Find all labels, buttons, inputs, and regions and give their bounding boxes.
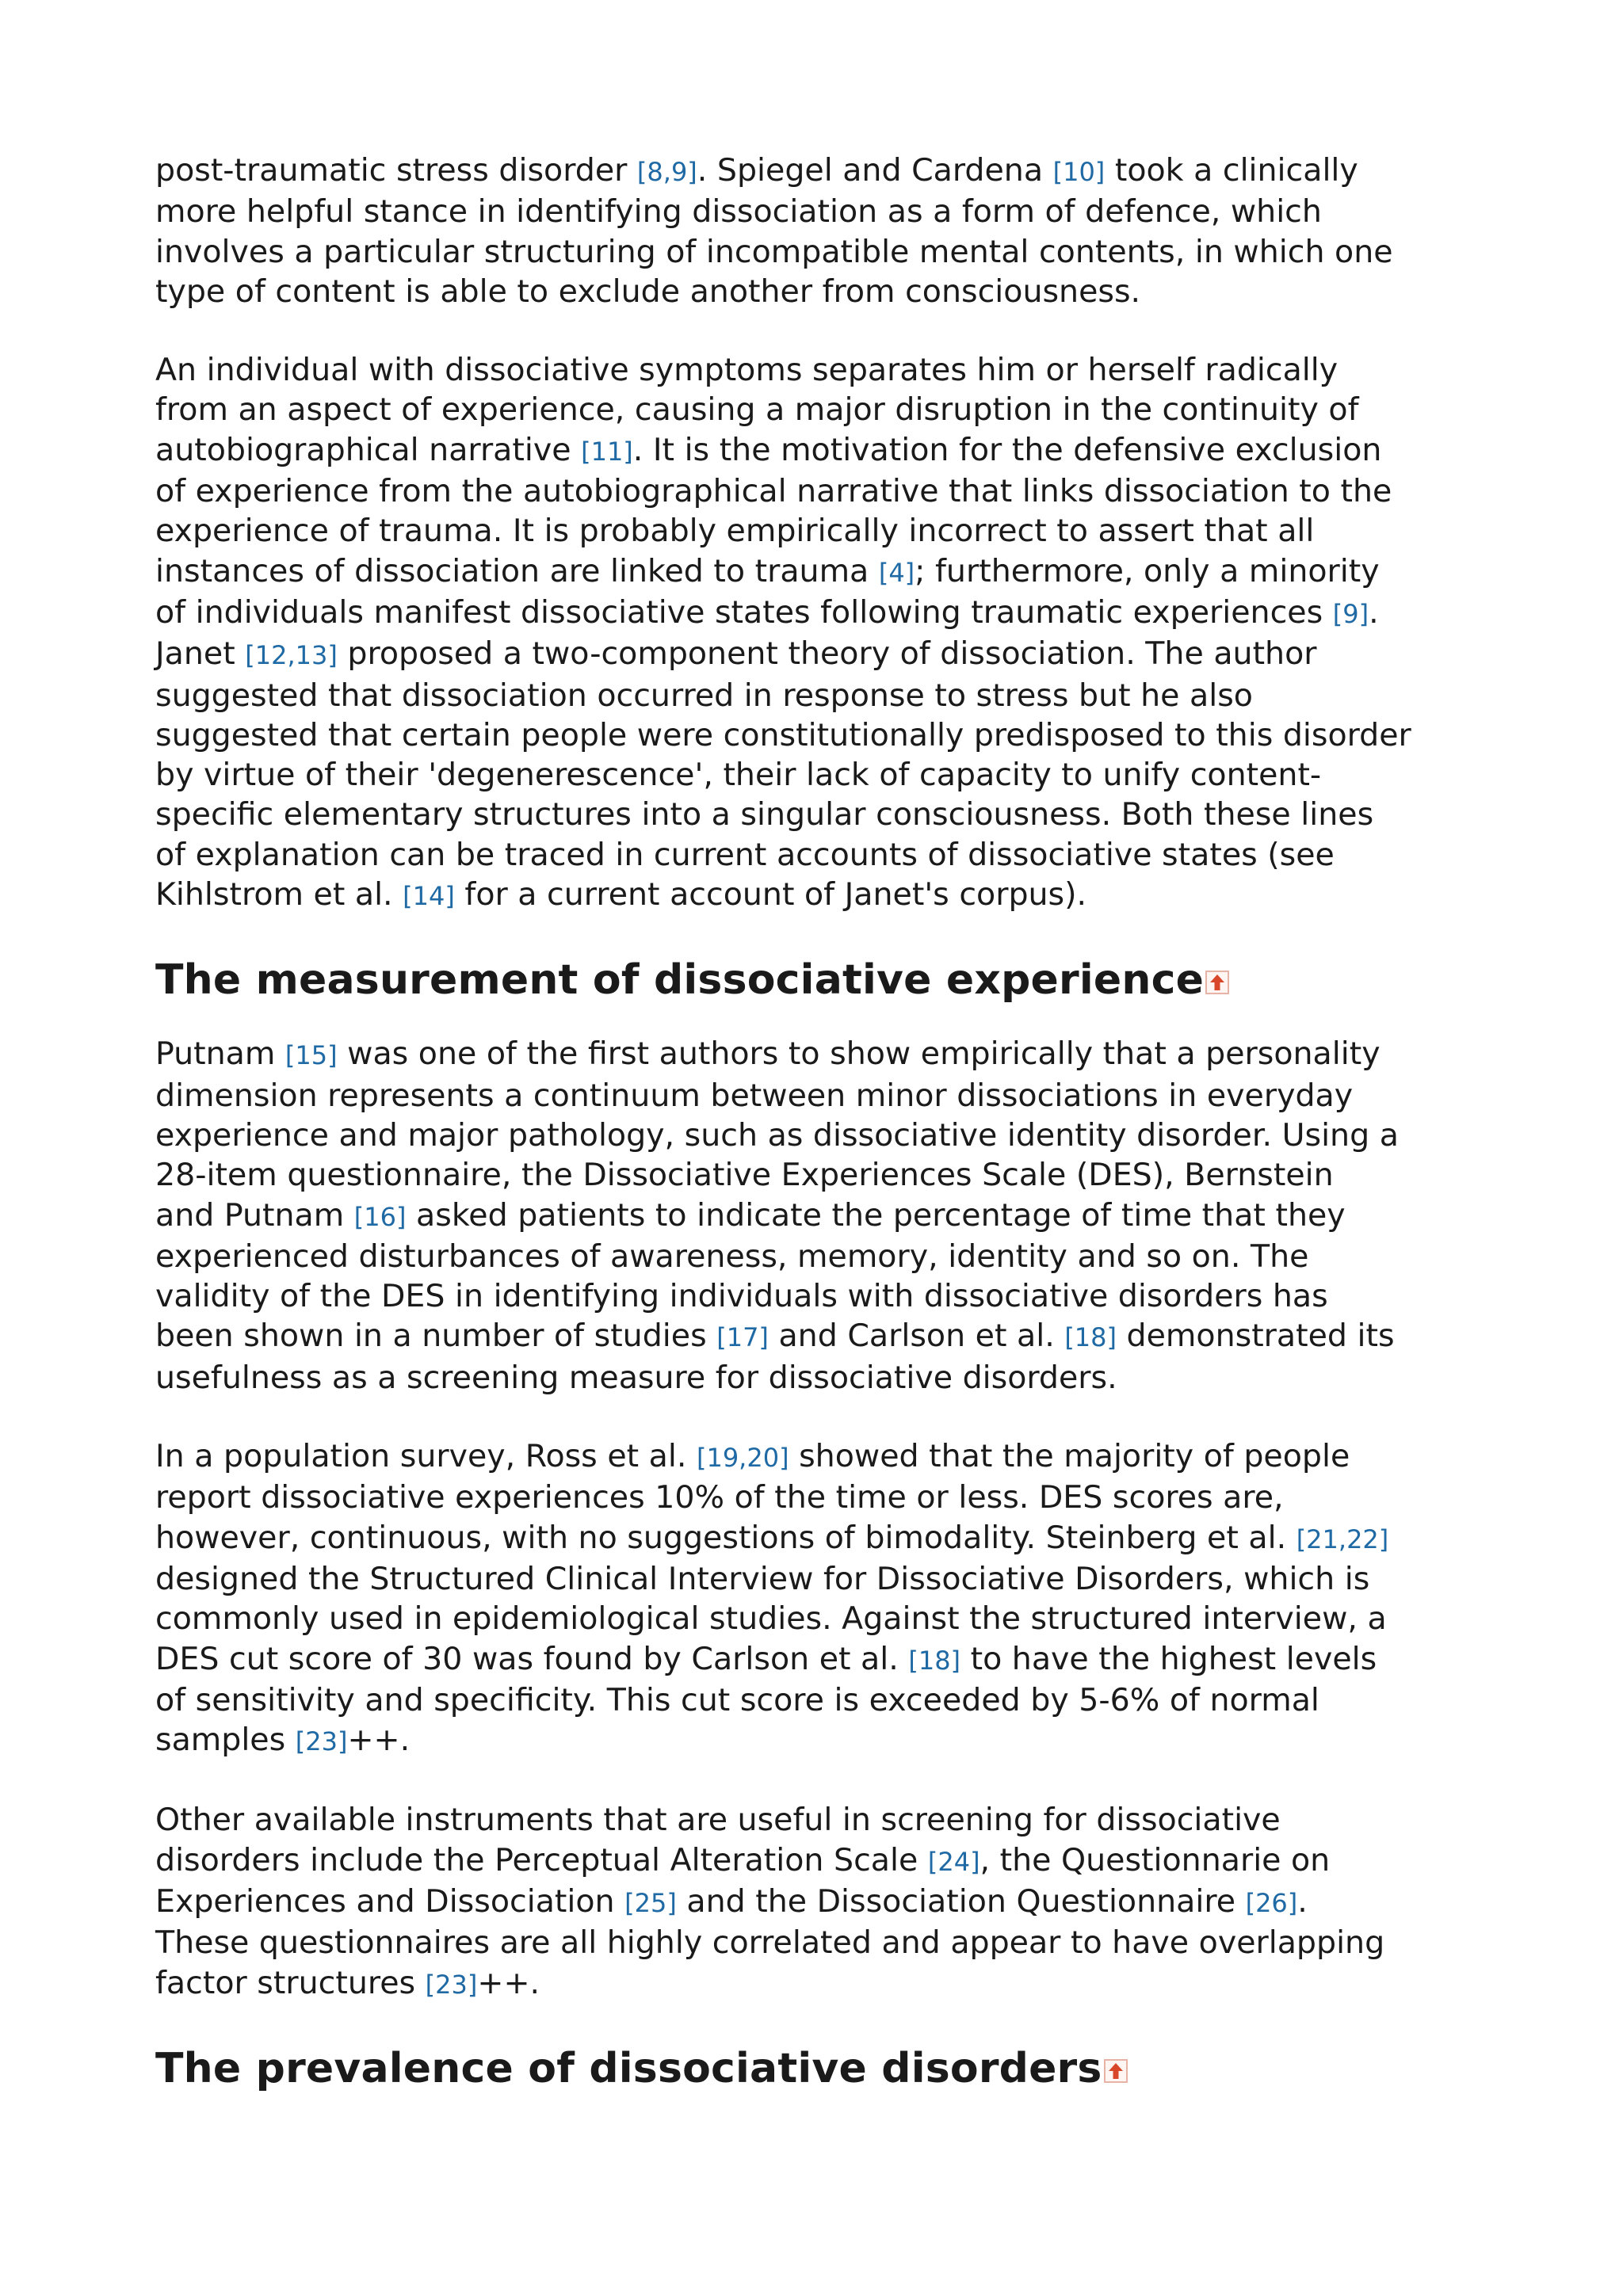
text: post-traumatic stress disorder — [155, 152, 637, 189]
text: . These questionnaires are all highly correlated and appear to have overlapping factor structures — [155, 1882, 1385, 2001]
text: and the Dissociation Questionnaire — [676, 1882, 1246, 1920]
paragraph-dissociative-symptoms — [155, 350, 1503, 916]
text: was one of the first authors to show empirically that a personality dimension represents a continuum between minor dissociations in everyday experience and major pathology, such as dissociative identity disorder. Using a 28-item questionnaire, the Dissociative Experiences Scale (DES), Bernstein and Putnam — [155, 1035, 1399, 1234]
citation-link[interactable]: [11] — [581, 436, 633, 467]
text: . Janet — [155, 593, 1379, 673]
text: proposed a two-component theory of dissociation. The author suggested that dissociation occurred in response to stress but he also suggested that certain people were constitutionally predisposed to this disorder by virtue of their 'degenerescence', their lack of capacity to unify content- specific elementary structures into a singular consciousness. Both these lines of explanation can be traced in current accounts of dissociative states (see Kihlstrom et al. — [155, 635, 1411, 913]
paragraph-other-instruments — [155, 1800, 1503, 2004]
citation-link[interactable]: [26] — [1245, 1887, 1298, 1918]
citation-link[interactable]: [18] — [908, 1645, 961, 1676]
citation-link[interactable]: [19,20] — [696, 1443, 789, 1474]
citation-link[interactable]: [4] — [878, 557, 915, 588]
up-arrow-icon[interactable] — [1104, 2059, 1128, 2083]
text: designed the Structured Clinical Interview for Dissociative Disorders, which is commonly used in epidemiological studies. Against the structured interview, a DES cut score of 30 was found by Carlson et al. — [155, 1560, 1387, 1677]
text: Putnam — [155, 1035, 285, 1073]
citation-link[interactable]: [8,9] — [636, 157, 697, 187]
citation-link[interactable]: [12,13] — [245, 640, 338, 671]
citation-link[interactable]: [16] — [353, 1201, 407, 1232]
citation-link[interactable]: [15] — [285, 1040, 338, 1071]
section-heading-prevalence — [155, 2043, 1503, 2094]
text: took a clinically more helpful stance in identifying dissociation as a form of defence, which involves a particular structuring of incompatible mental contents, in which one type of content is able to exclude another from consciousness. — [155, 152, 1393, 310]
text: In a population survey, Ross et al. — [155, 1438, 697, 1475]
text: An individual with dissociative symptoms separates him or herself radically from an aspect of experience, causing a major disruption in the continuity of autobiographical narrative — [155, 352, 1359, 468]
citation-link[interactable]: [9] — [1332, 598, 1369, 629]
citation-link[interactable]: [23] — [425, 1969, 478, 2000]
citation-link[interactable]: [25] — [624, 1887, 677, 1918]
text: . Spiegel and Cardena — [697, 152, 1053, 189]
text: to have the highest levels of sensitivity and specificity. This cut score is exceeded by 5-6% of normal samples — [155, 1640, 1377, 1759]
text: Other available instruments that are useful in screening for dissociative disorders include the Perceptual Alteration Scale — [155, 1802, 1281, 1878]
text: , the Questionnarie on Experiences and Dissociation — [155, 1841, 1331, 1920]
text: . It is the motivation for the defensive exclusion of experience from the autobiographical narrative that links dissociation to the experience of trauma. It is probably empirically incorrect to assert that all instances of dissociation are linked to trauma — [155, 431, 1392, 589]
up-arrow-icon[interactable] — [1205, 971, 1229, 994]
citation-link[interactable]: [18] — [1064, 1322, 1117, 1353]
text: showed that the majority of people report dissociative experiences 10% of the time or less. DES scores are, however, continuous, with no suggestions of bimodality. Steinberg et al. — [155, 1438, 1350, 1556]
text: ++. — [347, 1722, 411, 1759]
text: ++. — [477, 1964, 540, 2001]
paragraph-trauma-defence — [155, 151, 1503, 311]
text: for a current account of Janet's corpus). — [454, 876, 1087, 913]
paragraph-putnam-des — [155, 1034, 1503, 1398]
section-heading-measurement — [155, 955, 1503, 1005]
citation-link[interactable]: [14] — [403, 881, 455, 912]
citation-link[interactable]: [24] — [927, 1846, 980, 1877]
citation-link[interactable]: [17] — [716, 1322, 769, 1353]
citation-link[interactable]: [23] — [295, 1726, 348, 1757]
heading-text: The measurement of dissociative experience — [155, 956, 1205, 1005]
article-body — [155, 151, 1503, 2122]
text: demonstrated its usefulness as a screening measure for dissociative disorders. — [155, 1318, 1395, 1396]
heading-text: The prevalence of dissociative disorders — [155, 2044, 1102, 2092]
paragraph-population-survey — [155, 1436, 1503, 1761]
text: and Carlson et al. — [768, 1318, 1065, 1355]
text: ; furthermore, only a minority of individuals manifest dissociative states following traumatic experiences — [155, 552, 1380, 631]
text: asked patients to indicate the percentage of time that they experienced disturbances of awareness, memory, identity and so on. The validity of the DES in identifying individuals with dissociative disorders has been shown in a number of studies — [155, 1196, 1346, 1355]
citation-link[interactable]: [10] — [1052, 157, 1106, 187]
citation-link[interactable]: [21,22] — [1296, 1524, 1389, 1554]
